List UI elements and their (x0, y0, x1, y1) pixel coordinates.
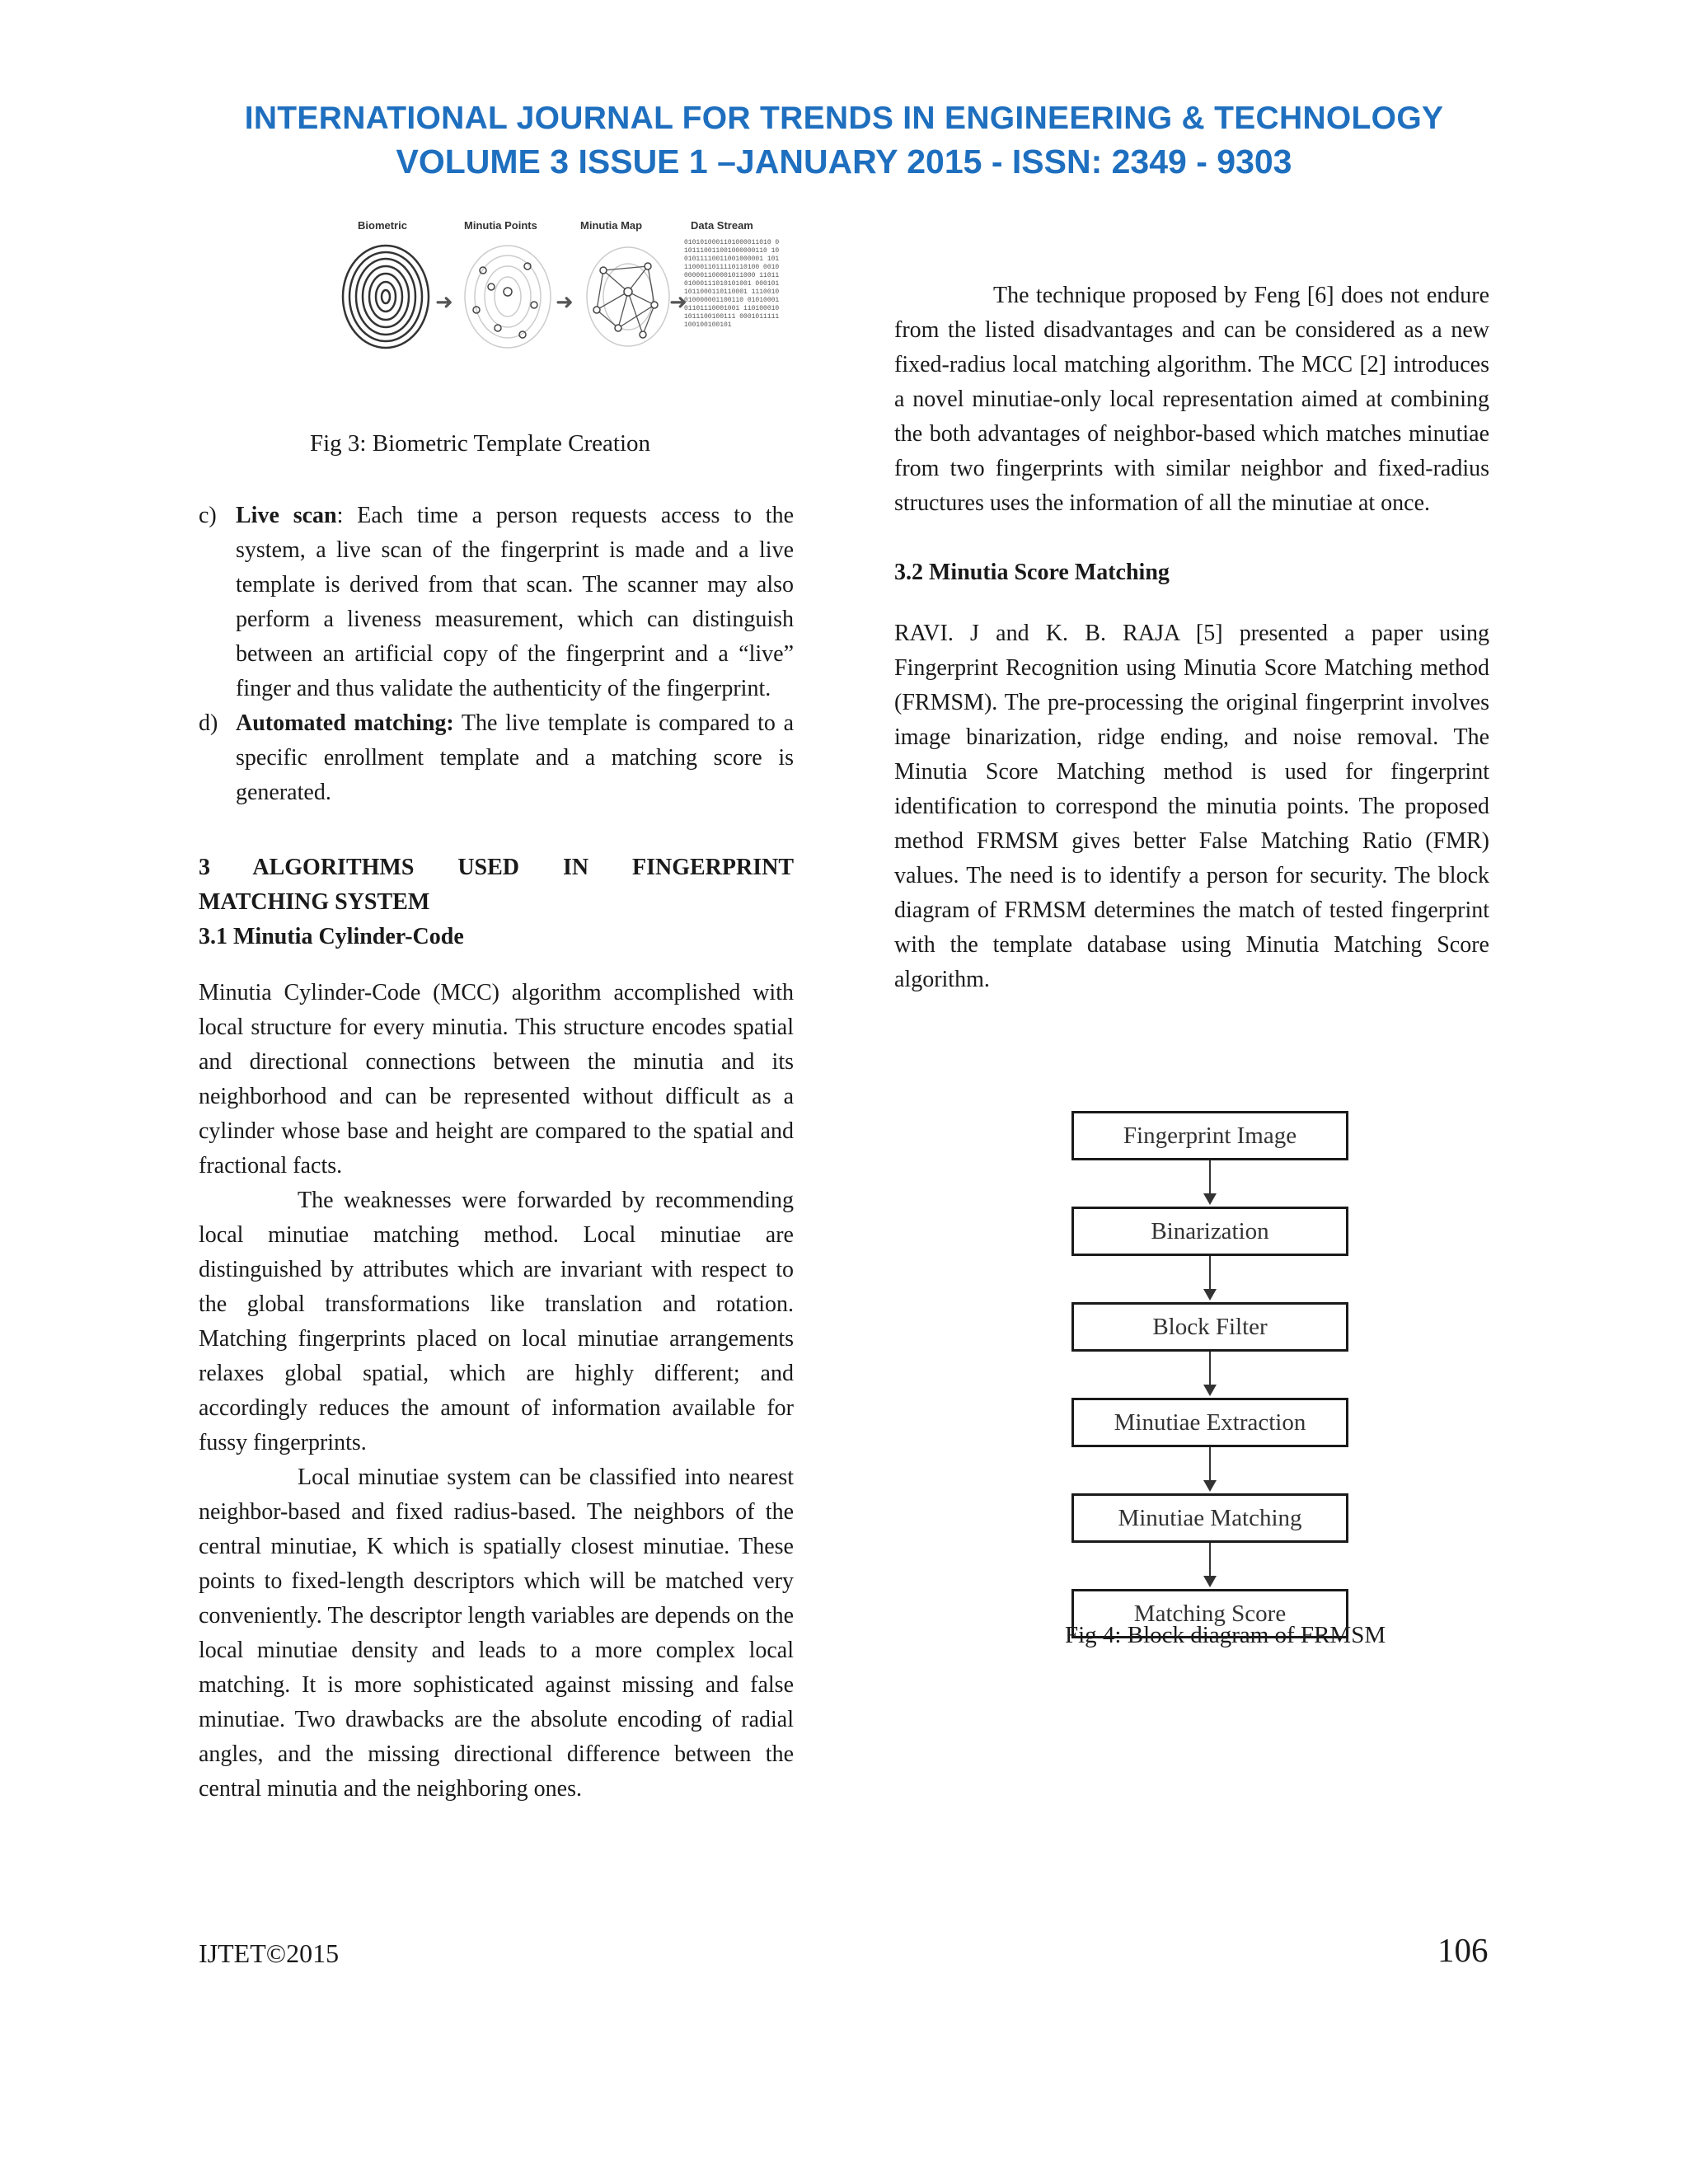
list-term: Automated matching: (236, 710, 454, 736)
fig3-arrow-3: ➜ (669, 290, 687, 314)
list-item (199, 499, 794, 706)
flow-arrow (1071, 1543, 1348, 1589)
flow-step-block-filter: Block Filter (1071, 1302, 1348, 1352)
subsection-heading-3-1: 3.1 Minutia Cylinder-Code (199, 924, 464, 949)
fig3-arrow-2: ➜ (556, 290, 574, 314)
data-stream-bits: 0101010001101000011010 0101110011001000000110 1001011110011001000001 1011100011011110110100 0010000001100001011000 1101101000111010101001 0001011011000110110001 1110010010000001100110 0101000101101110001001 1101000101011100100111 0001011111100100100101 (684, 239, 780, 329)
paragraph: The technique proposed by Feng [6] does not endure from the listed disadvantages and can be considered as a new fixed-radius local matching algorithm. The MCC [2] introduces a novel minutiae-only local representation aimed at combining the both advantages of neighbor-based which matches minutiae from two fingerprints with similar neighbor and fixed-radius structures uses the information of all the minutiae at once. (894, 283, 1489, 516)
paragraph: Minutia Cylinder-Code (MCC) algorithm accomplished with local structure for every minutia. This structure encodes spatial and directional connections between the minutia and its neighborhood and can be represented without difficult as a cylinder whose base and height are compared to the spatial and fractional facts. (199, 980, 794, 1179)
footer-copyright: IJTET©2015 (199, 1938, 340, 1968)
flow-step-minutiae-extraction: Minutiae Extraction (1071, 1398, 1348, 1447)
right-column (894, 279, 1489, 997)
journal-title: INTERNATIONAL JOURNAL FOR TRENDS IN ENGINEERING & TECHNOLOGY (244, 101, 1444, 136)
fig3-label-minutia-map: Minutia Map (580, 219, 643, 232)
fig3-label-biometric: Biometric (358, 219, 407, 232)
fingerprint-image (336, 237, 435, 353)
list-marker: c) (199, 503, 217, 528)
paragraph: Local minutiae system can be classified into nearest neighbor-based and fixed radius-based. The neighbors of the central minutiae, K which is spatially closest minutiae. These points to fixed-length descriptors which will be matched very conveniently. The descriptor length variables are depends on the local minutiae density and leads to a more complex local matching. It is more sophisticated against missing and false minutiae. Two drawbacks are the absolute encoding of radial angles, and the missing directional difference between the central minutia and the neighboring ones. (199, 1465, 794, 1802)
left-column (199, 499, 794, 1807)
flow-step-minutiae-matching: Minutiae Matching (1071, 1493, 1348, 1543)
fig4-caption: Fig 4: Block diagram of FRMSM (1065, 1622, 1386, 1648)
minutia-map-image (579, 237, 678, 353)
paragraph: RAVI. J and K. B. RAJA [5] presented a paper using Fingerprint Recognition using Minutia Score Matching method (FRMSM). The pre-processing the original fingerprint involves image binarization, ridge ending, and noise removal. The Minutia Score Matching method is used for fingerprint identification to correspond the minutia points. The proposed method FRMSM gives better False Matching Ratio (FMR) values. The need is to identify a person for security. The block diagram of FRMSM determines the match of tested fingerprint with the template database using Minutia Matching Score algorithm. (894, 621, 1489, 992)
flow-arrow (1071, 1447, 1348, 1493)
list-text: : Each time a person requests access to the system, a live scan of the fingerprint is made and a live template is derived from that scan. The scanner may also perform a liveness measurement, which can distinguish between an artificial copy of the fingerprint and a “live” finger and thus validate the authenticity of the fingerprint. (236, 503, 795, 701)
paragraph: The weaknesses were forwarded by recommending local minutiae matching method. Local minutiae are distinguished by attributes which are invariant with respect to the global transformations like translation and rotation. Matching fingerprints placed on local minutiae arrangements relaxes global spatial, which are highly different; and accordingly reduces the amount of information available for fussy fingerprints. (199, 1188, 794, 1455)
figure-biometric-template (328, 214, 790, 359)
flow-arrow (1071, 1352, 1348, 1398)
process-list (199, 499, 794, 810)
journal-volume-issn: VOLUME 3 ISSUE 1 –JANUARY 2015 - ISSN: 2349 - 9303 (396, 143, 1292, 180)
fig3-label-data-stream: Data Stream (691, 219, 753, 232)
flow-step-matching-score: Matching Score (1071, 1589, 1348, 1638)
flow-arrow (1071, 1160, 1348, 1207)
flow-step-binarization: Binarization (1071, 1207, 1348, 1256)
fig3-arrow-1: ➜ (435, 290, 453, 314)
fig3-caption: Fig 3: Biometric Template Creation (310, 430, 651, 457)
journal-header (0, 97, 1688, 183)
figure-frmsm-block-diagram (1071, 1111, 1348, 1638)
fig3-label-minutia-points: Minutia Points (464, 219, 537, 232)
list-term: Live scan (236, 503, 337, 528)
section-heading: 3 ALGORITHMS USED IN FINGERPRINT (199, 855, 794, 880)
subsection-heading-3-2: 3.2 Minutia Score Matching (894, 560, 1170, 585)
page-number: 106 (1437, 1931, 1489, 1969)
flow-step-fingerprint-image: Fingerprint Image (1071, 1111, 1348, 1160)
section-heading-cont: MATCHING SYSTEM (199, 889, 430, 915)
list-text: The live template is compared to a specific enrollment template and a matching score is generated. (236, 710, 794, 805)
list-marker: d) (199, 710, 218, 736)
list-item (199, 706, 794, 810)
flow-arrow (1071, 1256, 1348, 1302)
minutia-points-image (458, 237, 557, 353)
